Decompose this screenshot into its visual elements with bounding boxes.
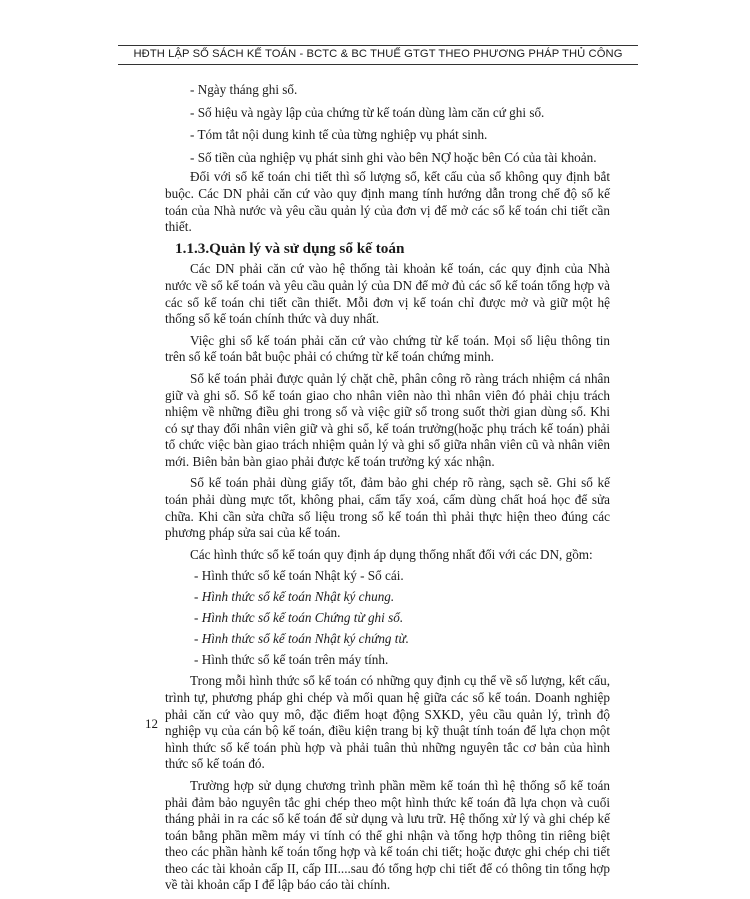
form-item: - Hình thức sổ kế toán Nhật ký chung. (194, 589, 395, 605)
form-item: - Hình thức sổ kế toán Nhật ký - Sổ cái. (194, 568, 404, 584)
list-item: - Ngày tháng ghi sổ. (190, 82, 298, 97)
paragraph: Các DN phải căn cứ vào hệ thống tài khoản kế toán, các quy định của Nhà nước về sổ kế toán và yêu cầu quản lý của DN để mở đủ các sổ kế toán tổng hợp và các sổ kế toán chi tiết cần thiết. Mỗi đơn vị kế toán chỉ được mở và giữ một hệ thống sổ kế toán chính thức và duy nhất. (165, 261, 610, 327)
form-item: - Hình thức sổ kế toán Chứng từ ghi sổ. (194, 610, 404, 626)
running-header: HĐTH LẬP SỔ SÁCH KẾ TOÁN - BCTC & BC THUẾ GTGT THEO PHƯƠNG PHÁP THỦ CÔNG (118, 48, 638, 65)
paragraph: Các hình thức sổ kế toán quy định áp dụng thống nhất đối với các DN, gồm: (190, 546, 593, 562)
list-item: - Tóm tắt nội dung kinh tế của từng nghiệp vụ phát sinh. (190, 127, 488, 143)
page-number: 12 (145, 716, 158, 731)
paragraph-after-forms: Trong mỗi hình thức sổ kế toán có những quy định cụ thể về số lượng, kết cấu, trình tự, phương pháp ghi chép và mối quan hệ giữa các sổ kế toán. Doanh nghiệp phải căn cứ vào quy mô, đặc điểm hoạt động SXKD, yêu cầu quản lý, trình độ nghiệp vụ của cán bộ kế toán, điều kiện trang bị kỹ thuật tính toán để lựa chọn một hình thức sổ kế toán phù hợp và phải tuân thủ những nguyên tắc cơ bản của hình thức sổ kế toán đó. (165, 673, 610, 772)
page-body (165, 82, 610, 899)
paragraph-detail-books: Đối với sổ kế toán chi tiết thì số lượng sổ, kết cấu của sổ không quy định bắt buộc. Các DN phải căn cứ vào quy định mang tính hướng dẫn trong chế độ sổ kế toán của Nhà nước và yêu cầu quản lý của đơn vị để mở các sổ kế toán chi tiết cần thiết. (165, 169, 610, 235)
form-item: - Hình thức sổ kế toán Nhật ký chứng từ. (194, 631, 409, 647)
header-top-rule (118, 45, 638, 46)
section-heading: 1.1.3.Quản lý và sử dụng sổ kế toán (175, 239, 405, 257)
list-item: - Số tiền của nghiệp vụ phát sinh ghi vào bên NỢ hoặc bên Có của tài khoản. (190, 149, 597, 165)
paragraph: Sổ kế toán phải được quản lý chặt chẽ, phân công rõ ràng trách nhiệm cá nhân giữ và ghi sổ. Sổ kế toán giao cho nhân viên nào thì nhân viên đó phải chịu trách nhiệm về những điều ghi trong sổ và việc giữ sổ trong suốt thời gian dùng sổ. Khi có sự thay đổi nhân viên giữ và ghi sổ, kế toán trưởng(hoặc phụ trách kế toán) phải tổ chức việc bàn giao trách nhiệm quản lý và ghi sổ giữa nhân viên cũ và nhân viên mới. Biên bản bàn giao phải được kế toán trưởng ký xác nhận. (165, 370, 610, 469)
list-item: - Số hiệu và ngày lập của chứng từ kế toán dùng làm căn cứ ghi sổ. (190, 104, 545, 120)
paragraph-software: Trường hợp sử dụng chương trình phần mềm kế toán thì hệ thống sổ kế toán phải đảm bảo nguyên tắc ghi chép theo một hình thức kế toán đã lựa chọn và cuối tháng phải in ra các sổ kế toán để sử dụng và lưu trữ. Hệ thống xử lý và ghi chép kế toán bằng phần mềm máy vi tính có thể ghi nhận và tổng hợp thông tin riêng biệt theo các phần hành kế toán tổng hợp và kế toán chi tiết; hoặc được ghi chép chi tiết theo các tài khoản cấp II, cấp III....sau đó tổng hợp chi tiết để có thông tin tổng hợp về tài khoản cấp I để lập báo cáo tài chính. (165, 777, 610, 893)
paragraph: Sổ kế toán phải dùng giấy tốt, đảm bảo ghi chép rõ ràng, sạch sẽ. Ghi sổ kế toán phải dùng mực tốt, không phai, cấm tẩy xoá, cấm dùng chất hoá học để sửa chữa. Khi cần sửa chữa số liệu trong sổ kế toán thì phải thực hiện theo đúng các phương pháp sửa sai của kế toán. (165, 475, 610, 541)
paragraph: Việc ghi sổ kế toán phải căn cứ vào chứng từ kế toán. Mọi số liệu thông tin trên sổ kế toán bắt buộc phải có chứng từ kế toán chứng minh. (165, 332, 610, 365)
form-item: - Hình thức sổ kế toán trên máy tính. (194, 652, 389, 668)
